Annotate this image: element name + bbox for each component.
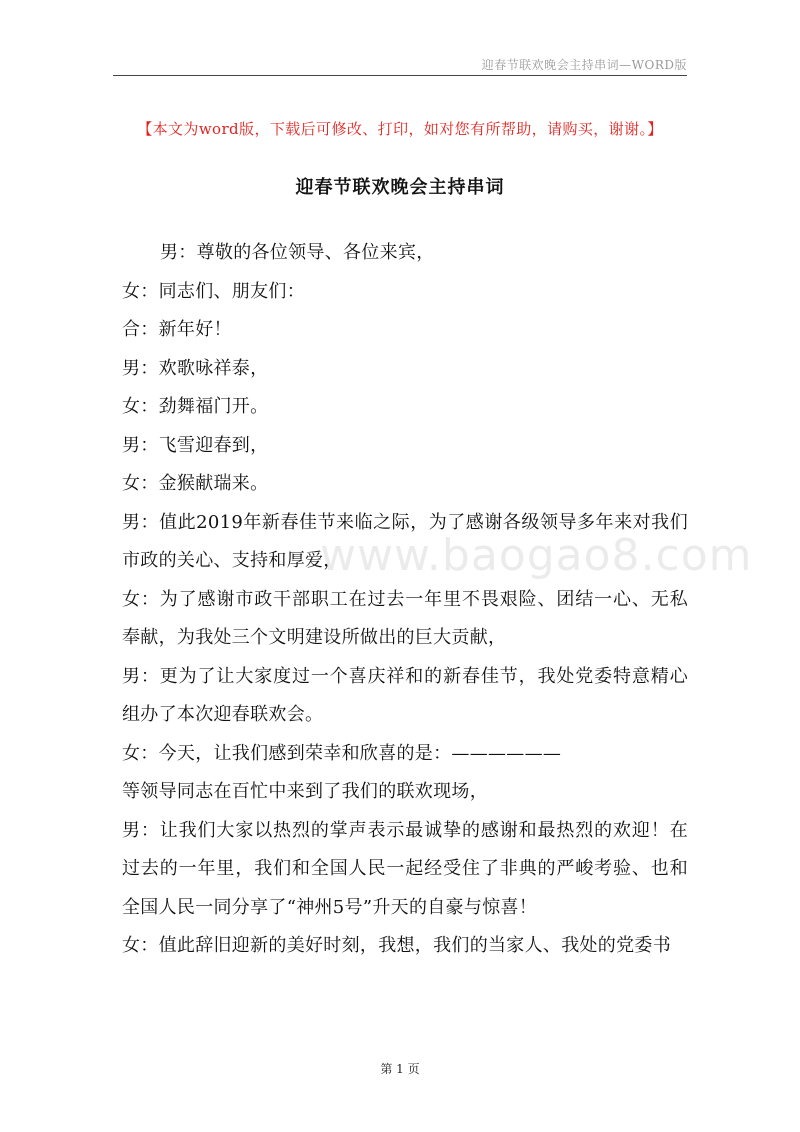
paragraph: 男：更为了让大家度过一个喜庆祥和的新春佳节，我处党委特意精心组办了本次迎春联欢会。	[122, 665, 688, 725]
paragraph: 男：值此2019年新春佳节来临之际，为了感谢各级领导多年来对我们市政的关心、支持和厚爱，	[122, 511, 688, 571]
running-header: 迎春节联欢晚会主持串词—WORD版	[481, 58, 687, 72]
paragraph: 男：尊敬的各位领导、各位来宾，	[160, 242, 435, 263]
paragraph: 合：新年好！	[122, 319, 232, 340]
paragraph: 男：飞雪迎春到，	[122, 434, 269, 456]
paragraph: 女：为了感谢市政干部职工在过去一年里不畏艰险、团结一心、无私奉献，为我处三个文明建设所做出的巨大贡献，	[122, 588, 688, 648]
paragraph: 女：劲舞福门开。	[122, 396, 269, 417]
paragraph: 男：欢歌咏祥泰，	[122, 357, 269, 379]
document-body	[122, 234, 688, 966]
paragraph: 女：值此辞旧迎新的美好时刻，我想，我们的当家人、我处的党委书	[122, 935, 671, 956]
header-divider	[113, 75, 687, 76]
paragraph: 男：让我们大家以热烈的掌声表示最诚挚的感谢和最热烈的欢迎！在过去的一年里，我们和全国人民一起经受住了非典的严峻考验、也和全国人民一同分享了“神州5号”升天的自豪与惊喜！	[122, 819, 688, 918]
watermark: www.baogao8.com	[320, 530, 753, 581]
paragraph: 女：金猴献瑞来。	[122, 473, 269, 494]
download-notice: 【本文为word版，下载后可修改、打印，如对您有所帮助，请购买，谢谢。】	[137, 120, 663, 138]
document-title: 迎春节联欢晚会主持串词	[295, 177, 505, 198]
paragraph: 等领导同志在百忙中来到了我们的联欢现场，	[122, 781, 488, 802]
paragraph: 女：今天，让我们感到荣幸和欣喜的是：——————	[122, 742, 562, 764]
paragraph: 女：同志们、朋友们：	[122, 280, 305, 302]
page-number: 第 1 页	[380, 1062, 420, 1076]
